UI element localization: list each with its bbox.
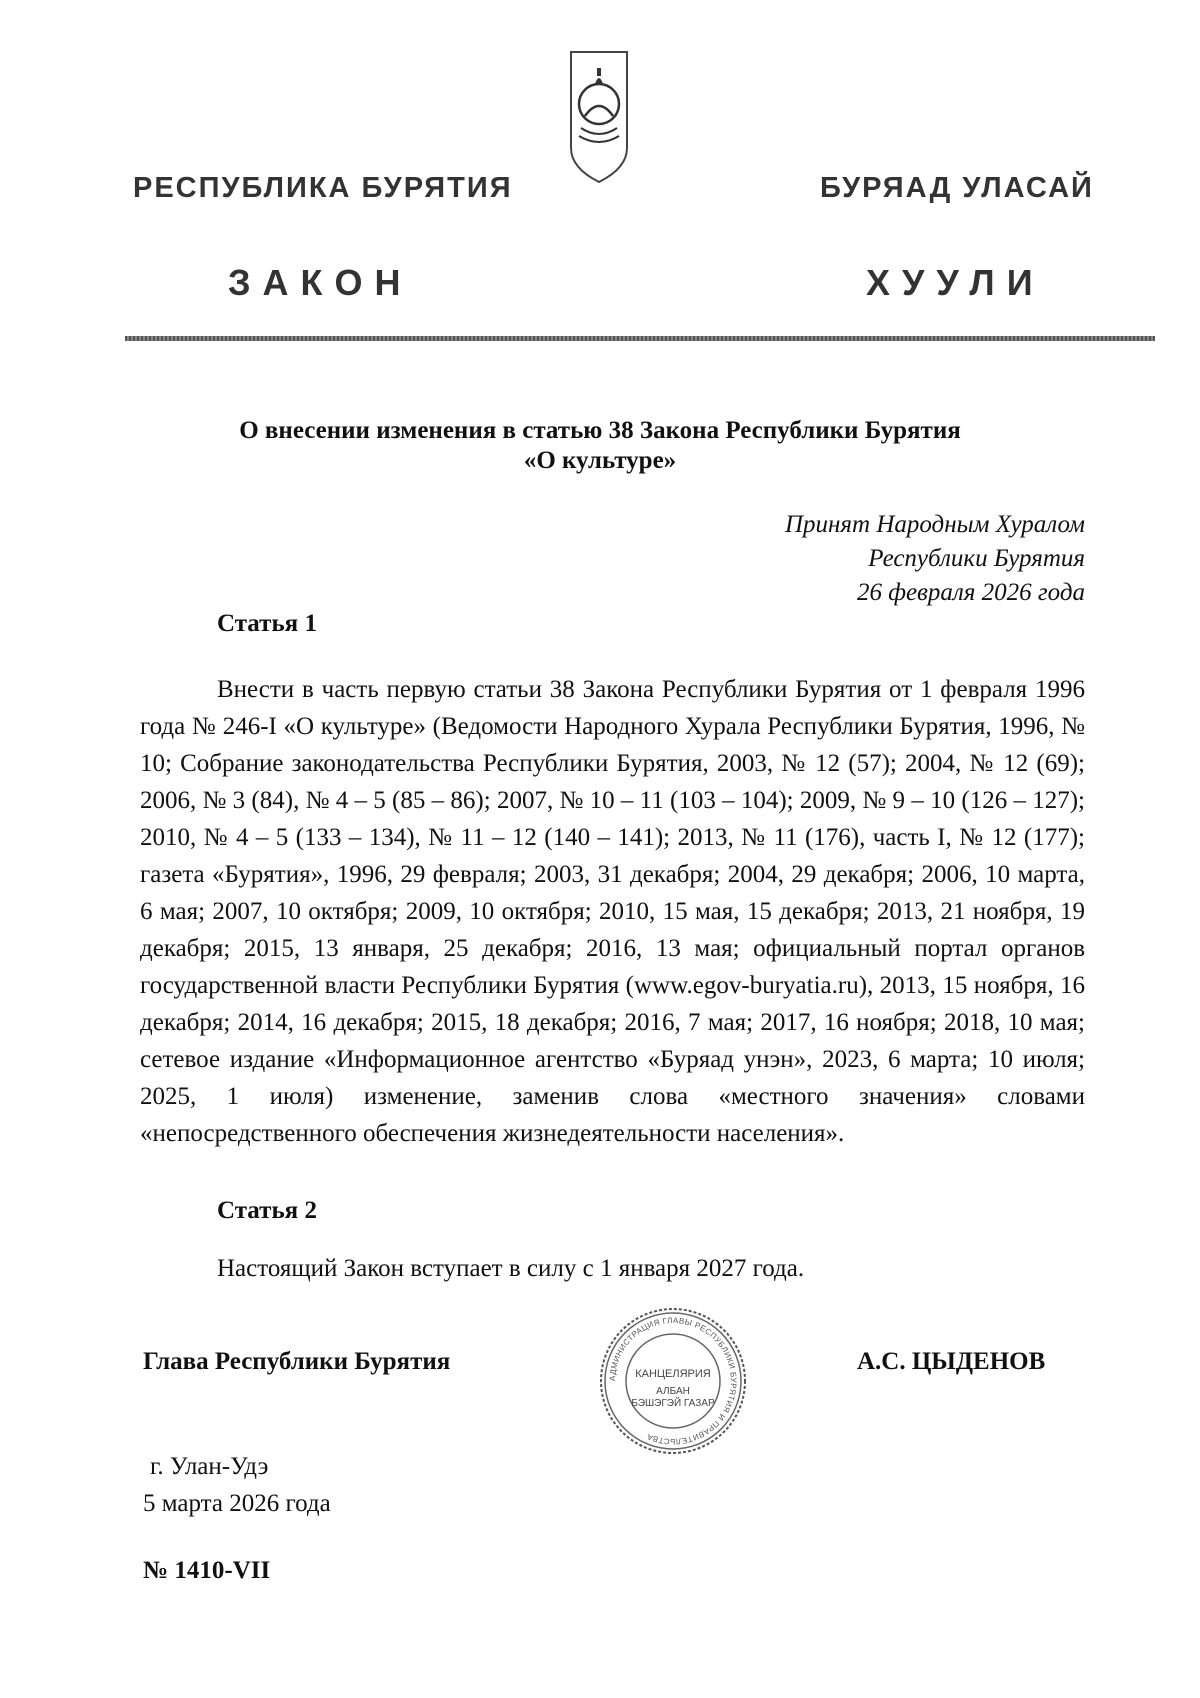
law-title-line-1: О внесении изменения в статью 38 Закона Республики Бурятия [239,417,961,444]
article-1-text: Внести в часть первую статьи 38 Закона Республики Бурятия от 1 февраля 1996 года № 246-I «О культуре» (Ведомости Народного Хурала Республики Бурятия, 1996, № 10; Собрание законодательства Республики Бурятия, 2003, № 12 (57); 2004, № 12 (69); 2006, № 3 (84), № 4 – 5 (85 – 86); 2007, № 10 – 11 (103 – 104); 2009, № 9 – 10 (126 – 127); 2010, № 4 – 5 (133 – 134), № 11 – 12 (140 – 141); 2013, № 11 (176), часть I, № 12 (177); газета «Бурятия», 1996, 29 февраля; 2003, 31 декабря; 2004, 29 декабря; 2006, 10 марта, 6 мая; 2007, 10 октября; 2009, 10 октября; 2010, 15 мая, 15 декабря; 2013, 21 ноября, 19 декабря; 2015, 13 января, 25 декабря; 2016, 13 мая; официальный портал органов государственной власти Республики Бурятия (www.egov-buryatia.ru), 2013, 15 ноября, 16 декабря; 2014, 16 декабря; 2015, 18 декабря; 2016, 7 мая; 2017, 16 ноября; 2018, 10 мая; сетевое издание «Информационное агентство «Буряад унэн», 2023, 6 марта; 10 июля; 2025, 1 июля) изменение, заменив слова «местного значения» словами «непосредственного обеспечения жизнедеятельности населения». [140,676,1085,1147]
document-type-russian: ЗАКОН [228,262,413,303]
svg-text:АЛБАН: АЛБАН [656,1386,690,1397]
article-2-text: Настоящий Закон вступает в силу с 1 января 2027 года. [217,1255,805,1282]
republic-name-russian: РЕСПУБЛИКА БУРЯТИЯ [133,172,513,204]
svg-text:АДМИНИСТРАЦИЯ ГЛАВЫ РЕСПУБЛИКИ: АДМИНИСТРАЦИЯ ГЛАВЫ РЕСПУБЛИКИ БУРЯТИЯ И ПРАВИТЕЛЬСТВА [607,1315,739,1447]
republic-name-buryat: БУРЯАД УЛАСАЙ [820,172,1094,204]
adoption-line-3: 26 февраля 2026 года [856,579,1085,606]
law-number: № 1410-VII [143,1557,271,1584]
adoption-line-1: Принят Народным Хуралом [784,511,1085,538]
signatory-position: Глава Республики Бурятия [143,1348,451,1375]
article-2-heading: Статья 2 [217,1197,317,1224]
signing-date: 5 марта 2026 года [143,1490,331,1517]
signatory-name: А.С. ЦЫДЕНОВ [857,1348,1046,1375]
law-title [130,416,1070,476]
coat-of-arms-emblem [567,44,631,184]
svg-text:БЭШЭГЭЙ ГАЗАР: БЭШЭГЭЙ ГАЗАР [631,1398,715,1409]
article-1-text-block [140,671,1085,1152]
svg-text:КАНЦЕЛЯРИЯ: КАНЦЕЛЯРИЯ [635,1368,711,1380]
place-of-signing: г. Улан-Удэ [150,1453,269,1480]
adoption-line-2: Республики Бурятия [868,545,1085,572]
law-title-line-2: «О культуре» [523,447,677,474]
document-type-buryat: ХУУЛИ [866,262,1045,303]
official-seal-stamp [598,1306,748,1456]
adoption-note [640,508,1085,610]
article-1-heading: Статья 1 [217,610,317,637]
header-divider [125,336,1155,341]
